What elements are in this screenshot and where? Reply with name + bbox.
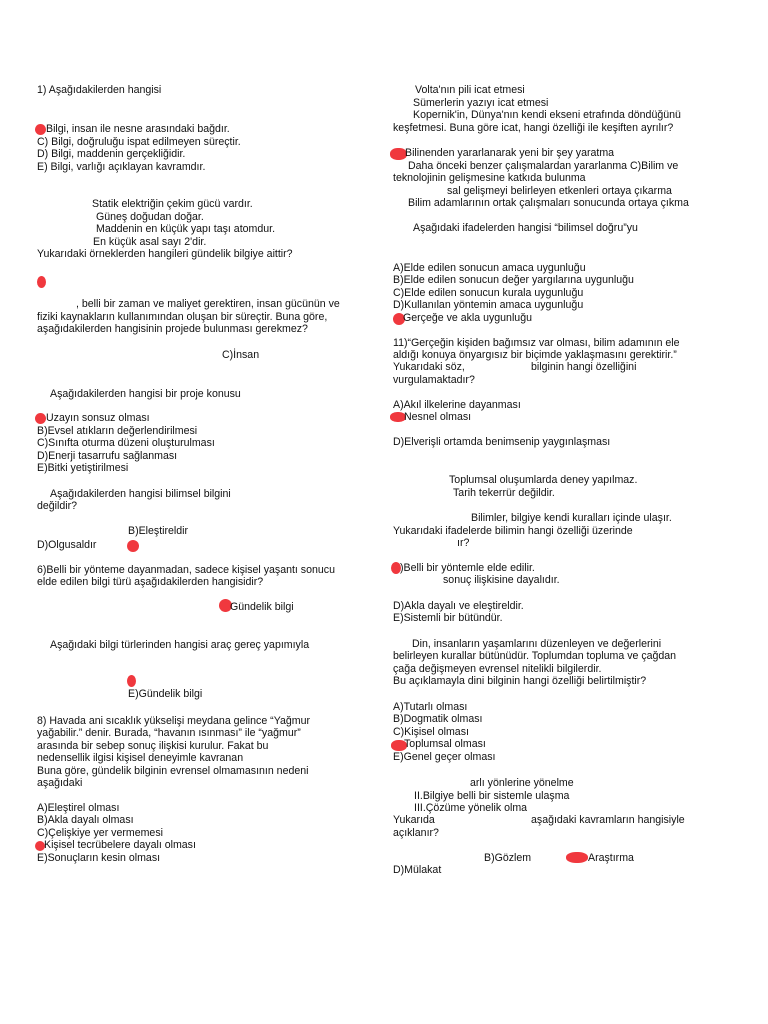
question-6-line-2: elde edilen bilgi türü aşağıdakilerden hangisidir? <box>37 576 264 588</box>
option-b: B)Dogmatik olması <box>393 713 483 725</box>
statement-1: Volta'nın pili icat etmesi <box>415 84 525 96</box>
statement-3: Kopernik'in, Dünya'nın kendi ekseni etrafında döndüğünü <box>413 109 681 121</box>
answer-mark <box>35 413 46 424</box>
answer-mark <box>566 852 588 863</box>
option-e: E)Bitki yetiştirilmesi <box>37 462 129 474</box>
option-d: D)Akla dayalı ve eleştireldir. <box>393 600 524 612</box>
question-13-line-2: belirleyen kurallar bütünüdür. Toplumdan topluma ve çağdan <box>393 650 677 662</box>
question-12-line-1: Yukarıdaki ifadelerde bilimin hangi özelliği üzerinde <box>393 525 633 537</box>
option-b: B)Evsel atıkların değerlendirilmesi <box>37 425 198 437</box>
option-a: Bilgi, insan ile nesne arasındaki bağdır. <box>46 123 230 135</box>
statement-1: Statik elektriğin çekim gücü vardır. <box>92 198 253 210</box>
option-d: sal gelişmeyi belirleyen etkenleri ortaya çıkarma <box>447 185 672 197</box>
statement-2: II.Bilgiye belli bir sistemle ulaşma <box>414 790 570 802</box>
question-8-line-5: Buna göre, gündelik bilginin evrensel olmamasının nedeni <box>37 765 309 777</box>
option-a: Bilinenden yararlanarak yeni bir şey yaratma <box>405 147 615 159</box>
option-e: E)Sistemli bir bütündür. <box>393 612 503 624</box>
option-d: D)Mülakat <box>393 864 442 876</box>
option-d: Toplumsal olması <box>404 738 486 750</box>
question-8-line-4: nedensellik ilgisi kişisel deneyimle kavranan <box>37 752 244 764</box>
option-e: Bilim adamlarının ortak çalışmaları sonucunda ortaya çıkma <box>408 197 689 209</box>
answer-mark <box>127 540 139 552</box>
question-13-line-4: Bu açıklamayla dini bilginin hangi özelliği belirtilmiştir? <box>393 675 647 687</box>
question-8-line-3: arasında bir sebep sonuç ilişkisi kurulur. Fakat bu <box>37 740 269 752</box>
question-3-line-1: , belli bir zaman ve maliyet gerektiren, insan gücünün ve <box>76 298 340 310</box>
answer-mark <box>37 276 46 288</box>
option-a: )Belli bir yöntemle elde edilir. <box>400 562 535 574</box>
question-13-line-1: Din, insanların yaşamlarını düzenleyen ve değerlerini <box>412 638 662 650</box>
option-b: sonuç ilişkisine dayalıdır. <box>443 574 560 586</box>
question-10-title: Aşağıdaki ifadelerden hangisi “bilimsel doğru”yu <box>413 222 638 234</box>
option-b: B)Eleştireldir <box>128 525 189 537</box>
statement-2: Sümerlerin yazıyı icat etmesi <box>413 97 549 109</box>
option-a: A)Eleştirel olması <box>37 802 120 814</box>
option-b: B)Elde edilen sonucun değer yargılarına uygunluğu <box>393 274 634 286</box>
option-d: Kişisel tecrübelere dayalı olması <box>44 839 196 851</box>
option-c: C)Çelişkiye yer vermemesi <box>37 827 163 839</box>
question-11-line-4: vurgulamaktadır? <box>393 374 475 386</box>
question-7-title: Aşağıdaki bilgi türlerinden hangisi araç gereç yapımıyla <box>50 639 310 651</box>
question-8-line-2: yağabilir.” denir. Burada, “havanın ısınması” ile “yağmur” <box>37 727 301 739</box>
question-14-line-1a: Yukarıda <box>393 814 435 826</box>
option-e: E) Bilgi, varlığı açıklayan kavramdır. <box>37 161 206 173</box>
option-c: C)Sınıfta oturma düzeni oluşturulması <box>37 437 215 449</box>
question-1-title: 1) Aşağıdakilerden hangisi <box>37 84 162 96</box>
question-3-line-2: fiziki kaynakların kullanımından oluşan bir süreçtir. Buna göre, <box>37 311 328 323</box>
statement-3: Bilimler, bilgiye kendi kuralları içinde ulaşır. <box>471 512 672 524</box>
option-e: E)Genel geçer olması <box>393 751 496 763</box>
option-c: C)Elde edilen sonucun kurala uygunluğu <box>393 287 584 299</box>
question-11-line-2: aldığı konuya önyargısız bir biçimde yaklaşmasını gerektirir.” <box>393 349 677 361</box>
option-d: D)Kullanılan yöntemin amaca uygunluğu <box>393 299 584 311</box>
option-d: D)Enerji tasarrufu sağlanması <box>37 450 178 462</box>
question-3-line-3: aşağıdakilerden hangisinin projede bulunması gerekmez? <box>37 323 308 335</box>
statement-3: Maddenin en küçük yapı taşı atomdur. <box>96 223 276 235</box>
option-d: D)Olgusaldır <box>37 539 97 551</box>
option-a: Uzayın sonsuz olması <box>46 412 150 424</box>
answer-mark <box>127 675 136 687</box>
option-d: D)Elverişli ortamda benimsenip yaygınlaşması <box>393 436 611 448</box>
question-13-line-3: çağa değişmeyen evrensel nitelikli bilgilerdir. <box>393 663 602 675</box>
question-5-line-2: değildir? <box>37 500 78 512</box>
statement-2: Güneş doğudan doğar. <box>96 211 204 223</box>
option-a: A)Akıl ilkelerine dayanması <box>393 399 521 411</box>
question-12-line-2: ır? <box>457 537 470 549</box>
option-d: D) Bilgi, maddenin gerçekliğidir. <box>37 148 186 160</box>
option-c: Araştırma <box>588 852 634 864</box>
option-e: E)Sonuçların kesin olması <box>37 852 161 864</box>
option-a: A)Elde edilen sonucun amaca uygunluğu <box>393 262 586 274</box>
question-8-line-1: 8) Havada ani sıcaklık yükselişi meydana gelince “Yağmur <box>37 715 311 727</box>
statement-4: keşfetmesi. Buna göre icat, hangi özelliği ile keşiften ayrılır? <box>393 122 674 134</box>
statement-3: III.Çözüme yönelik olma <box>414 802 528 814</box>
option-b: B)Gözlem <box>484 852 532 864</box>
question-11-line-3b: bilginin hangi özelliğini <box>531 361 637 373</box>
answer-mark <box>35 124 46 135</box>
option-c: C)İnsan <box>222 349 260 361</box>
option-b: Daha önceki benzer çalışmalardan yararlanma C)Bilim ve <box>408 160 679 172</box>
option-b: Nesnel olması <box>404 411 472 423</box>
option-marked: Gündelik bilgi <box>230 601 294 613</box>
option-c: teknolojinin gelişmesine katkıda bulunma <box>393 172 586 184</box>
statement-1: arlı yönlerine yönelme <box>470 777 574 789</box>
option-c: C)Kişisel olması <box>393 726 469 738</box>
question-14-line-1b: aşağıdaki kavramların hangisiyle <box>531 814 685 826</box>
statement-2: Tarih tekerrür değildir. <box>453 487 555 499</box>
question-11-line-3a: Yukarıdaki söz, <box>393 361 465 373</box>
option-a: A)Tutarlı olması <box>393 701 468 713</box>
option-e: E)Gündelik bilgi <box>128 688 203 700</box>
question-14-line-2: açıklanır? <box>393 827 439 839</box>
question-11-line-1: 11)“Gerçeğin kişiden bağımsız var olması, bilim adamının ele <box>393 337 680 349</box>
statement-1: Toplumsal oluşumlarda deney yapılmaz. <box>449 474 638 486</box>
question-2-text: Yukarıdaki örneklerden hangileri gündelik bilgiye aittir? <box>37 248 293 260</box>
question-4-title: Aşağıdakilerden hangisi bir proje konusu <box>50 388 241 400</box>
question-8-line-6: aşağıdaki <box>37 777 83 789</box>
question-6-line-1: 6)Belli bir yönteme dayanmadan, sadece kişisel yaşantı sonucu <box>37 564 335 576</box>
option-e: Gerçeğe ve akla uygunluğu <box>403 312 532 324</box>
option-c: C) Bilgi, doğruluğu ispat edilmeyen süreçtir. <box>37 136 241 148</box>
option-b: B)Akla dayalı olması <box>37 814 134 826</box>
question-5-line-1: Aşağıdakilerden hangisi bilimsel bilgini <box>50 488 231 500</box>
statement-4: En küçük asal sayı 2'dir. <box>93 236 207 248</box>
